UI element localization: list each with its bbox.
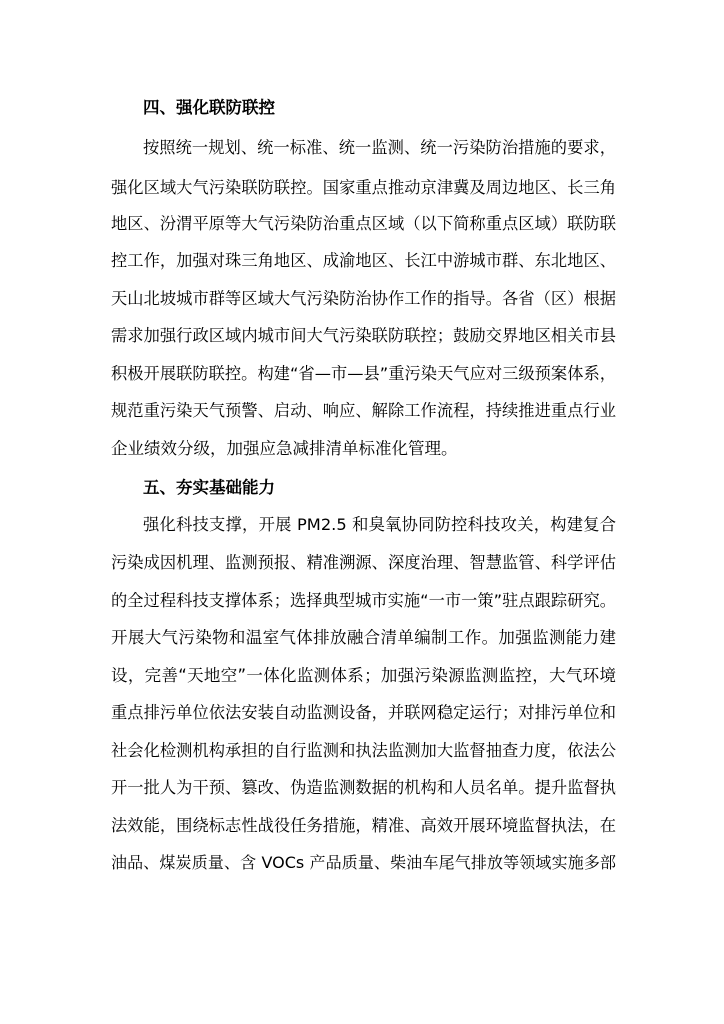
paragraph-line: 社会化检测机构承担的自行监测和执法监测加大监督抽查力度，依法公 [111,741,616,760]
paragraph-line: 强化科技支撑，开展 PM2.5 和臭氧协同防控科技攻关，构建复合 [143,515,616,534]
paragraph-line: 地区、汾渭平原等大气污染防治重点区域（以下简称重点区域）联防联 [111,214,616,233]
paragraph-line: 企业绩效分级，加强应急减排清单标准化管理。 [111,439,458,458]
paragraph-line: 的全过程科技支撑体系；选择典型城市实施“一市一策”驻点跟踪研究。 [111,591,616,610]
paragraph-line: 设，完善“天地空”一体化监测体系；加强污染源监测监控，大气环境 [111,666,616,685]
paragraph-line: 强化区域大气污染联防联控。国家重点推动京津冀及周边地区、长三角 [111,178,616,197]
paragraph-line: 开一批人为干预、篡改、伪造监测数据的机构和人员名单。提升监督执 [111,778,616,797]
paragraph-line: 油品、煤炭质量、含 VOCs 产品质量、柴油车尾气排放等领域实施多部 [111,853,616,872]
paragraph-line: 需求加强行政区域内城市间大气污染联防联控；鼓励交界地区相关市县 [111,326,616,345]
paragraph-line: 控工作，加强对珠三角地区、成渝地区、长江中游城市群、东北地区、 [111,251,616,270]
paragraph-line: 污染成因机理、监测预报、精准溯源、深度治理、智慧监管、科学评估 [111,553,616,572]
paragraph-line: 开展大气污染物和温室气体排放融合清单编制工作。加强监测能力建 [111,628,616,647]
paragraph-line: 法效能，围绕标志性战役任务措施，精准、高效开展环境监督执法，在 [111,816,616,835]
paragraph-line: 重点排污单位依法安装自动监测设备，并联网稳定运行；对排污单位和 [111,703,616,722]
section-heading-5: 五、夯实基础能力 [143,478,275,497]
paragraph-line: 按照统一规划、统一标准、统一监测、统一污染防治措施的要求， [143,138,616,157]
paragraph-line: 积极开展联防联控。构建“省—市—县”重污染天气应对三级预案体系， [111,364,616,383]
section-heading-4: 四、强化联防联控 [143,98,275,117]
paragraph-line: 天山北坡城市群等区域大气污染防治协作工作的指导。各省（区）根据 [111,289,616,308]
paragraph-line: 规范重污染天气预警、启动、响应、解除工作流程，持续推进重点行业 [111,401,616,420]
